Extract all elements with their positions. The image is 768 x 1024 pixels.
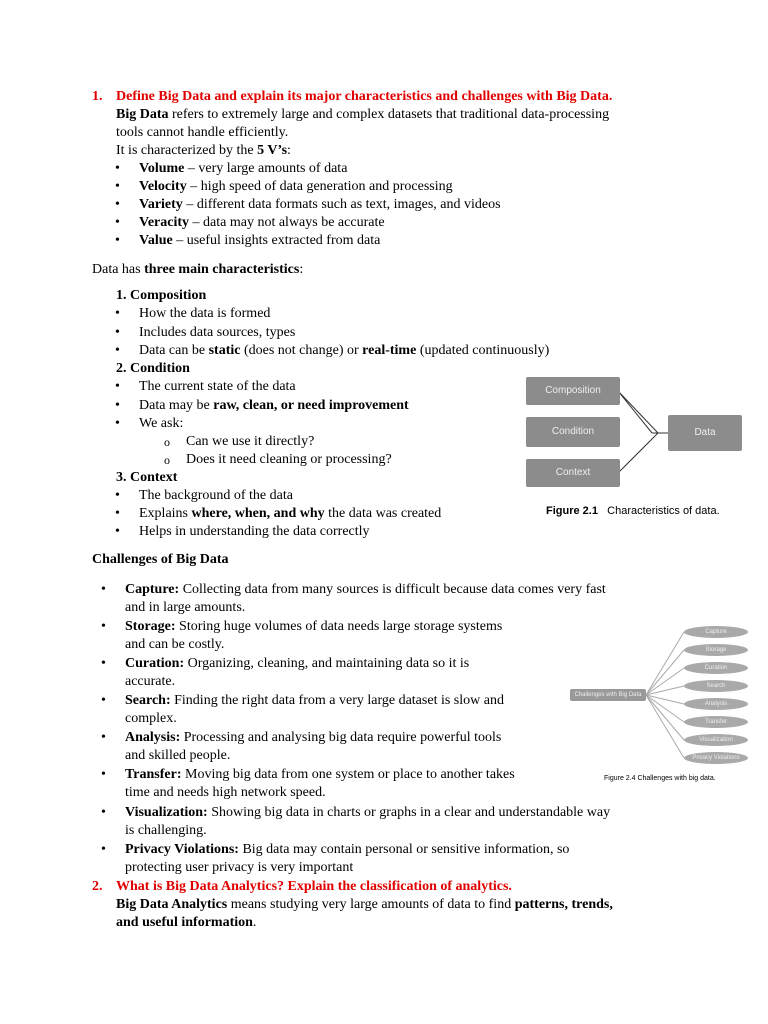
condition-subitem: o Can we use it directly? (186, 433, 314, 451)
context-item: • Helps in understanding the data correctly (139, 523, 370, 541)
context-box: Context (526, 459, 620, 487)
condition-heading: 2. Condition (116, 361, 190, 376)
composition-box: Composition (526, 377, 620, 405)
question-1-number: 1. (92, 89, 103, 104)
challenge-item: • Capture: Collecting data from many sources is difficult because data comes very fast (125, 581, 606, 599)
challenge-item-cont: complex. (125, 711, 177, 726)
question-1-heading: Define Big Data and explain its major characteristics and challenges with Big Data. (116, 89, 613, 104)
big-data-definition-cont: tools cannot handle efficiently. (116, 125, 289, 140)
composition-item: • Data can be static (does not change) or real-time (updated continuously) (139, 342, 549, 360)
challenge-item-cont: and can be costly. (125, 637, 225, 652)
challenges-heading: Challenges of Big Data (92, 552, 229, 567)
v-item: • Veracity – data may not always be accurate (139, 214, 385, 232)
challenge-node: Visualization (684, 734, 748, 746)
composition-heading: 1. Composition (116, 288, 207, 303)
challenge-item-cont: is challenging. (125, 823, 207, 838)
challenge-item: • Visualization: Showing big data in charts or graphs in a clear and understandable way (125, 804, 610, 822)
challenge-item: • Curation: Organizing, cleaning, and maintaining data so it is (125, 655, 469, 673)
challenge-node: Search (684, 680, 748, 692)
v-item: • Value – useful insights extracted from data (139, 232, 380, 250)
question-2-number: 2. (92, 879, 103, 894)
challenge-item: • Privacy Violations: Big data may contain personal or sensitive information, so (125, 841, 569, 859)
composition-item: • Includes data sources, types (139, 324, 295, 342)
context-item: • Explains where, when, and why the data was created (139, 505, 441, 523)
composition-item: • How the data is formed (139, 305, 270, 323)
condition-subitem: o Does it need cleaning or processing? (186, 451, 392, 469)
big-data-definition: Big Data refers to extremely large and complex datasets that traditional data-processing (116, 107, 610, 122)
condition-item: • Data may be raw, clean, or need improvement (139, 397, 409, 415)
challenge-item: • Transfer: Moving big data from one system or place to another takes (125, 766, 515, 784)
figure-caption: Figure 2.1 Characteristics of data. (546, 505, 720, 517)
challenge-node: Transfer (684, 716, 748, 728)
v-item: • Volume – very large amounts of data (139, 160, 347, 178)
challenge-item-cont: and in large amounts. (125, 600, 246, 615)
three-characteristics-intro: Data has three main characteristics: (92, 262, 304, 277)
challenges-center-box: Challenges with Big Data (570, 689, 646, 701)
data-box: Data (668, 415, 742, 451)
v-item: • Velocity – high speed of data generation and processing (139, 178, 453, 196)
challenge-item: • Search: Finding the right data from a very large dataset is slow and (125, 692, 504, 710)
challenge-item-cont: time and needs high network speed. (125, 785, 326, 800)
v-item: • Variety – different data formats such as text, images, and videos (139, 196, 501, 214)
context-item: • The background of the data (139, 487, 293, 505)
challenge-item-cont: and skilled people. (125, 748, 231, 763)
figure-caption: Figure 2.4 Challenges with big data. (604, 775, 716, 782)
challenge-node: Analysis (684, 698, 748, 710)
condition-item: • The current state of the data (139, 378, 296, 396)
five-vs-intro: It is characterized by the 5 V’s: (116, 143, 291, 158)
condition-item: • We ask: (139, 415, 183, 433)
challenge-item: • Analysis: Processing and analysing big data require powerful tools (125, 729, 501, 747)
context-heading: 3. Context (116, 470, 178, 485)
challenge-node: Curation (684, 662, 748, 674)
challenge-item-cont: protecting user privacy is very important (125, 860, 354, 875)
challenge-node: Capture (684, 626, 748, 638)
figure-characteristics-of-data (522, 365, 752, 525)
challenge-item: • Storage: Storing huge volumes of data needs large storage systems (125, 618, 502, 636)
big-data-analytics-definition: Big Data Analytics means studying very large amounts of data to find patterns, trends, (116, 897, 613, 912)
challenge-node: Privacy Violations (684, 752, 748, 764)
challenge-node: Storage (684, 644, 748, 656)
question-2-heading: What is Big Data Analytics? Explain the classification of analytics. (116, 879, 512, 894)
figure-challenges-with-big-data (566, 620, 766, 785)
big-data-analytics-definition-cont: and useful information. (116, 915, 257, 930)
condition-box: Condition (526, 417, 620, 447)
challenge-item-cont: accurate. (125, 674, 176, 689)
